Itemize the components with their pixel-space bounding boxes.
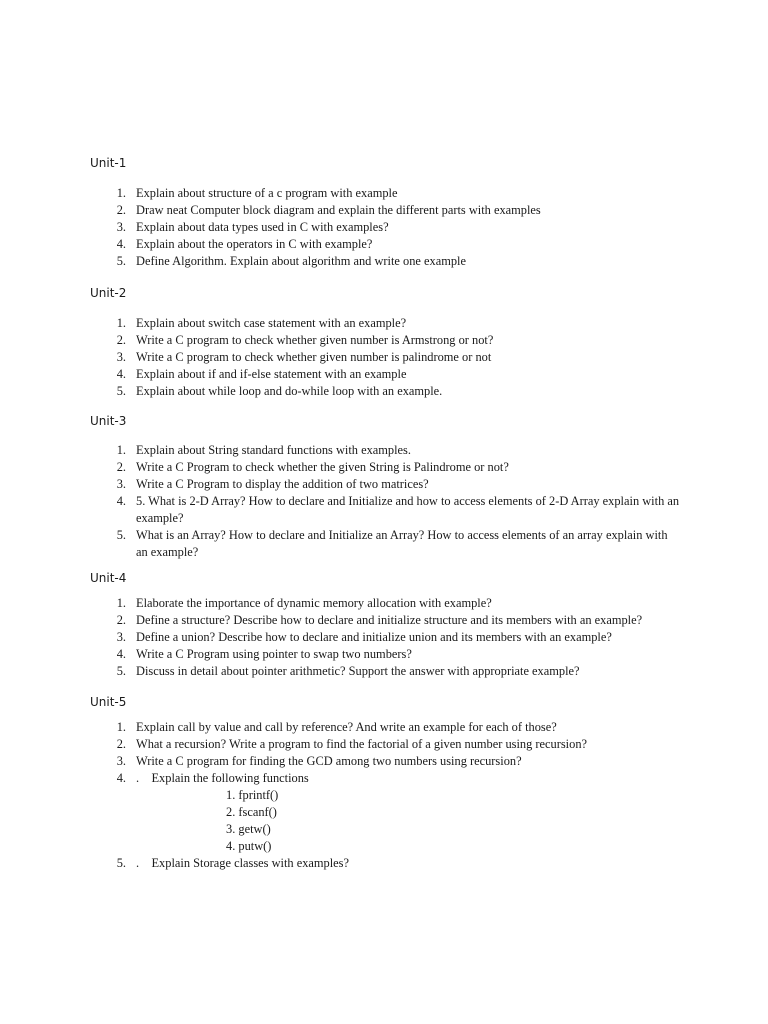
question-number: 3. [116, 350, 126, 364]
question-number: 2. [116, 737, 126, 751]
question-text: Explain about if and if-else statement with an example [136, 367, 407, 381]
question-number: 5. [116, 528, 126, 542]
question-item [0, 770, 768, 855]
question-text: Write a C Program to check whether the given String is Palindrome or not? [136, 460, 509, 474]
question-text: Elaborate the importance of dynamic memory allocation with example? [136, 596, 492, 610]
question-item [0, 366, 768, 383]
function-list [0, 787, 768, 855]
question-number: 3. [116, 754, 126, 768]
question-item [0, 476, 768, 493]
question-number: 1. [116, 443, 126, 457]
question-number: 5. [116, 254, 126, 268]
question-item [0, 332, 768, 349]
question-item [0, 349, 768, 366]
question-number: 4. [116, 237, 126, 251]
question-item [0, 736, 768, 753]
function-item: 1. fprintf() [226, 788, 279, 802]
question-number: 4. [116, 771, 126, 785]
question-text: . Explain the following functions [136, 771, 309, 785]
question-list [0, 442, 768, 561]
question-text: Define a union? Describe how to declare and initialize union and its members with an example? [136, 630, 612, 644]
question-number: 5. [116, 664, 126, 678]
question-text: Define a structure? Describe how to declare and initialize structure and its members with an example? [136, 613, 643, 627]
question-item [0, 527, 768, 561]
question-number: 2. [116, 333, 126, 347]
question-text: Draw neat Computer block diagram and explain the different parts with examples [136, 203, 541, 217]
question-text: . Explain Storage classes with examples? [136, 856, 349, 870]
question-text: Write a C program for finding the GCD among two numbers using recursion? [136, 754, 522, 768]
question-text: Write a C Program using pointer to swap two numbers? [136, 647, 412, 661]
function-item: 2. fscanf() [226, 805, 277, 819]
question-item [0, 459, 768, 476]
question-item [0, 202, 768, 219]
question-item [0, 219, 768, 236]
question-item [0, 595, 768, 612]
question-number: 3. [116, 220, 126, 234]
question-text: What is an Array? How to declare and Initialize an Array? How to access elements of an array explain with an example? [136, 528, 668, 559]
question-item [0, 719, 768, 736]
question-number: 4. [116, 494, 126, 508]
question-item [0, 629, 768, 646]
question-text: What a recursion? Write a program to find the factorial of a given number using recursion? [136, 737, 588, 751]
function-item: 4. putw() [226, 839, 272, 853]
question-item [0, 612, 768, 629]
question-text: Explain about switch case statement with an example? [136, 316, 407, 330]
question-number: 5. [116, 856, 126, 870]
question-number: 2. [116, 613, 126, 627]
question-number: 2. [116, 460, 126, 474]
question-text: Explain about while loop and do-while loop with an example. [136, 384, 443, 398]
question-number: 2. [116, 203, 126, 217]
question-number: 3. [116, 477, 126, 491]
question-item [0, 236, 768, 253]
question-number: 3. [116, 630, 126, 644]
question-text: Write a C Program to display the addition of two matrices? [136, 477, 429, 491]
question-text: Explain about data types used in C with examples? [136, 220, 389, 234]
question-item [0, 442, 768, 459]
question-item [0, 185, 768, 202]
question-number: 1. [116, 316, 126, 330]
question-item [0, 315, 768, 332]
function-item: 3. getw() [226, 822, 271, 836]
question-text: Explain call by value and call by reference? And write an example for each of those? [136, 720, 557, 734]
question-number: 1. [116, 186, 126, 200]
question-number: 5. [116, 384, 126, 398]
unit-heading: Unit-3 [90, 414, 127, 428]
question-text: 5. What is 2-D Array? How to declare and Initialize and how to access elements of 2-D Array explain with an example? [136, 494, 680, 525]
unit-heading: Unit-4 [90, 571, 127, 585]
question-list [0, 595, 768, 680]
question-item [0, 383, 768, 400]
question-text: Explain about String standard functions with examples. [136, 443, 411, 457]
question-number: 1. [116, 596, 126, 610]
question-item [0, 646, 768, 663]
question-number: 4. [116, 367, 126, 381]
question-text: Explain about the operators in C with example? [136, 237, 373, 251]
question-number: 4. [116, 647, 126, 661]
question-text: Explain about structure of a c program with example [136, 186, 398, 200]
question-list [0, 185, 768, 270]
question-item [0, 855, 768, 872]
question-text: Write a C program to check whether given number is Armstrong or not? [136, 333, 494, 347]
unit-heading: Unit-5 [90, 695, 127, 709]
question-number: 1. [116, 720, 126, 734]
question-text: Write a C program to check whether given number is palindrome or not [136, 350, 492, 364]
question-text: Discuss in detail about pointer arithmetic? Support the answer with appropriate example? [136, 664, 580, 678]
question-list [0, 315, 768, 400]
question-item [0, 493, 768, 527]
question-list [0, 719, 768, 872]
unit-heading: Unit-2 [90, 286, 127, 300]
question-item [0, 663, 768, 680]
unit-heading: Unit-1 [90, 156, 127, 170]
question-text: Define Algorithm. Explain about algorithm and write one example [136, 254, 466, 268]
question-item [0, 253, 768, 270]
question-item [0, 753, 768, 770]
